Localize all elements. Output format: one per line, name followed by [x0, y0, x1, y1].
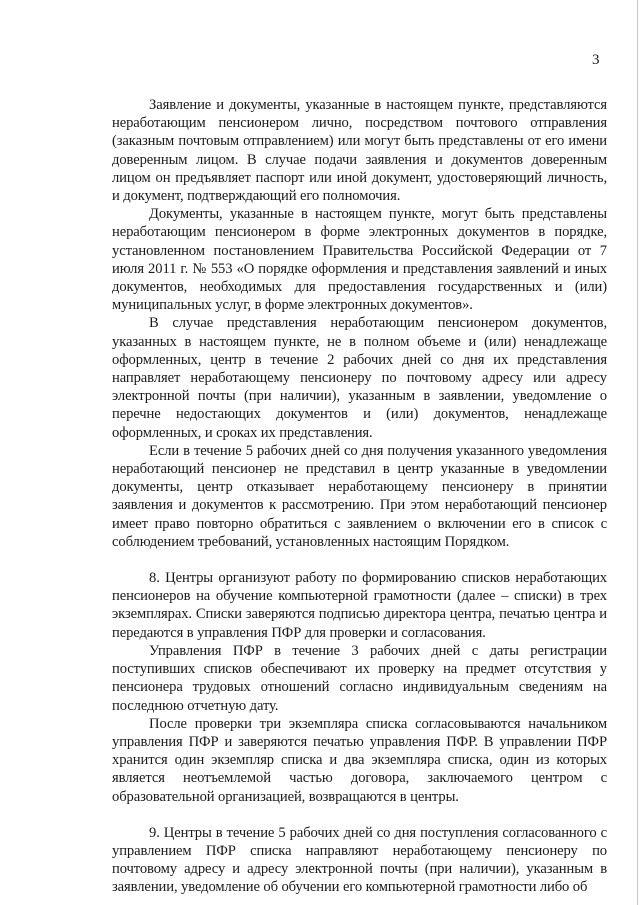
paragraph: В случае представления неработающим пенсионером документов, указанных в настоящем пункте, не в полном объеме и (или) ненадлежаще оформленных, центр в течение 2 рабочих дней со дня их представления направляет неработающему пенсионеру по почтовому адресу или адресу электронной почты (при наличии), указанным в заявлении, уведомление о перечне недостающих документов и (или) документов, ненадлежаще оформленных, и сроках их представления.: [112, 315, 607, 441]
paragraph: Если в течение 5 рабочих дней со дня получения указанного уведомления неработающий пенсионер не представил в центр указанные в уведомлении документы, центр отказывает неработающему пенсионеру в принятии заявления и документов к рассмотрению. При этом неработающий пенсионер имеет право повторно обратиться с заявлением о включении его в список с соблюдением требований, установленных настоящим Порядком.: [112, 442, 607, 550]
paragraph: Документы, указанные в настоящем пункте, могут быть представлены неработающим пенсионером в форме электронных документов в порядке, установленном постановлением Правительства Российской Федерации от 7 июля 2011 г. № 553 «О порядке оформления и представления заявлений и иных документов, необходимых для предоставления государственных и (или) муниципальных услуг, в форме электронных документов».: [112, 206, 607, 314]
section-gap: [112, 806, 607, 824]
scan-edge-line: [637, 0, 638, 905]
paragraph: Управления ПФР в течение 3 рабочих дней с даты регистрации поступивших списков обеспечивают их проверку на предмет отсутствия у пенсионера трудовых отношений согласно индивидуальным сведениям на последнюю отчетную дату.: [112, 642, 607, 714]
section-gap: [112, 551, 607, 569]
body-text: [112, 96, 607, 897]
paragraph: Заявление и документы, указанные в настоящем пункте, представляются неработающим пенсионером лично, посредством почтового отправления (заказным почтовым отправлением) или могут быть представлены от его имени доверенным лицом. В случае подачи заявления и документов доверенным лицом он предъявляет паспорт или иной документ, удостоверяющий личность, и документ, подтверждающий его полномочия.: [112, 97, 607, 205]
paragraph: После проверки три экземпляра списка согласовываются начальником управления ПФР и заверяются печатью управления ПФР. В управлении ПФР хранится один экземпляр списка и два экземпляра списка, один из которых является неотъемлемой частью договора, заключаемого центром с образовательной организацией, возвращаются в центры.: [112, 715, 607, 805]
page-number: 3: [592, 52, 600, 68]
paragraph: 9. Центры в течение 5 рабочих дней со дня поступления согласованного с управлением ПФР списка направляют неработающему пенсионеру по почтовому адресу и адресу электронной почты (при наличии), указанным в заявлении, уведомление об обучении его компьютерной грамотности либо об: [112, 824, 607, 896]
paragraph: 8. Центры организуют работу по формированию списков неработающих пенсионеров на обучение компьютерной грамотности (далее – списки) в трех экземплярах. Списки заверяются подписью директора центра, печатью центра и передаются в управления ПФР для проверки и согласования.: [112, 570, 607, 641]
